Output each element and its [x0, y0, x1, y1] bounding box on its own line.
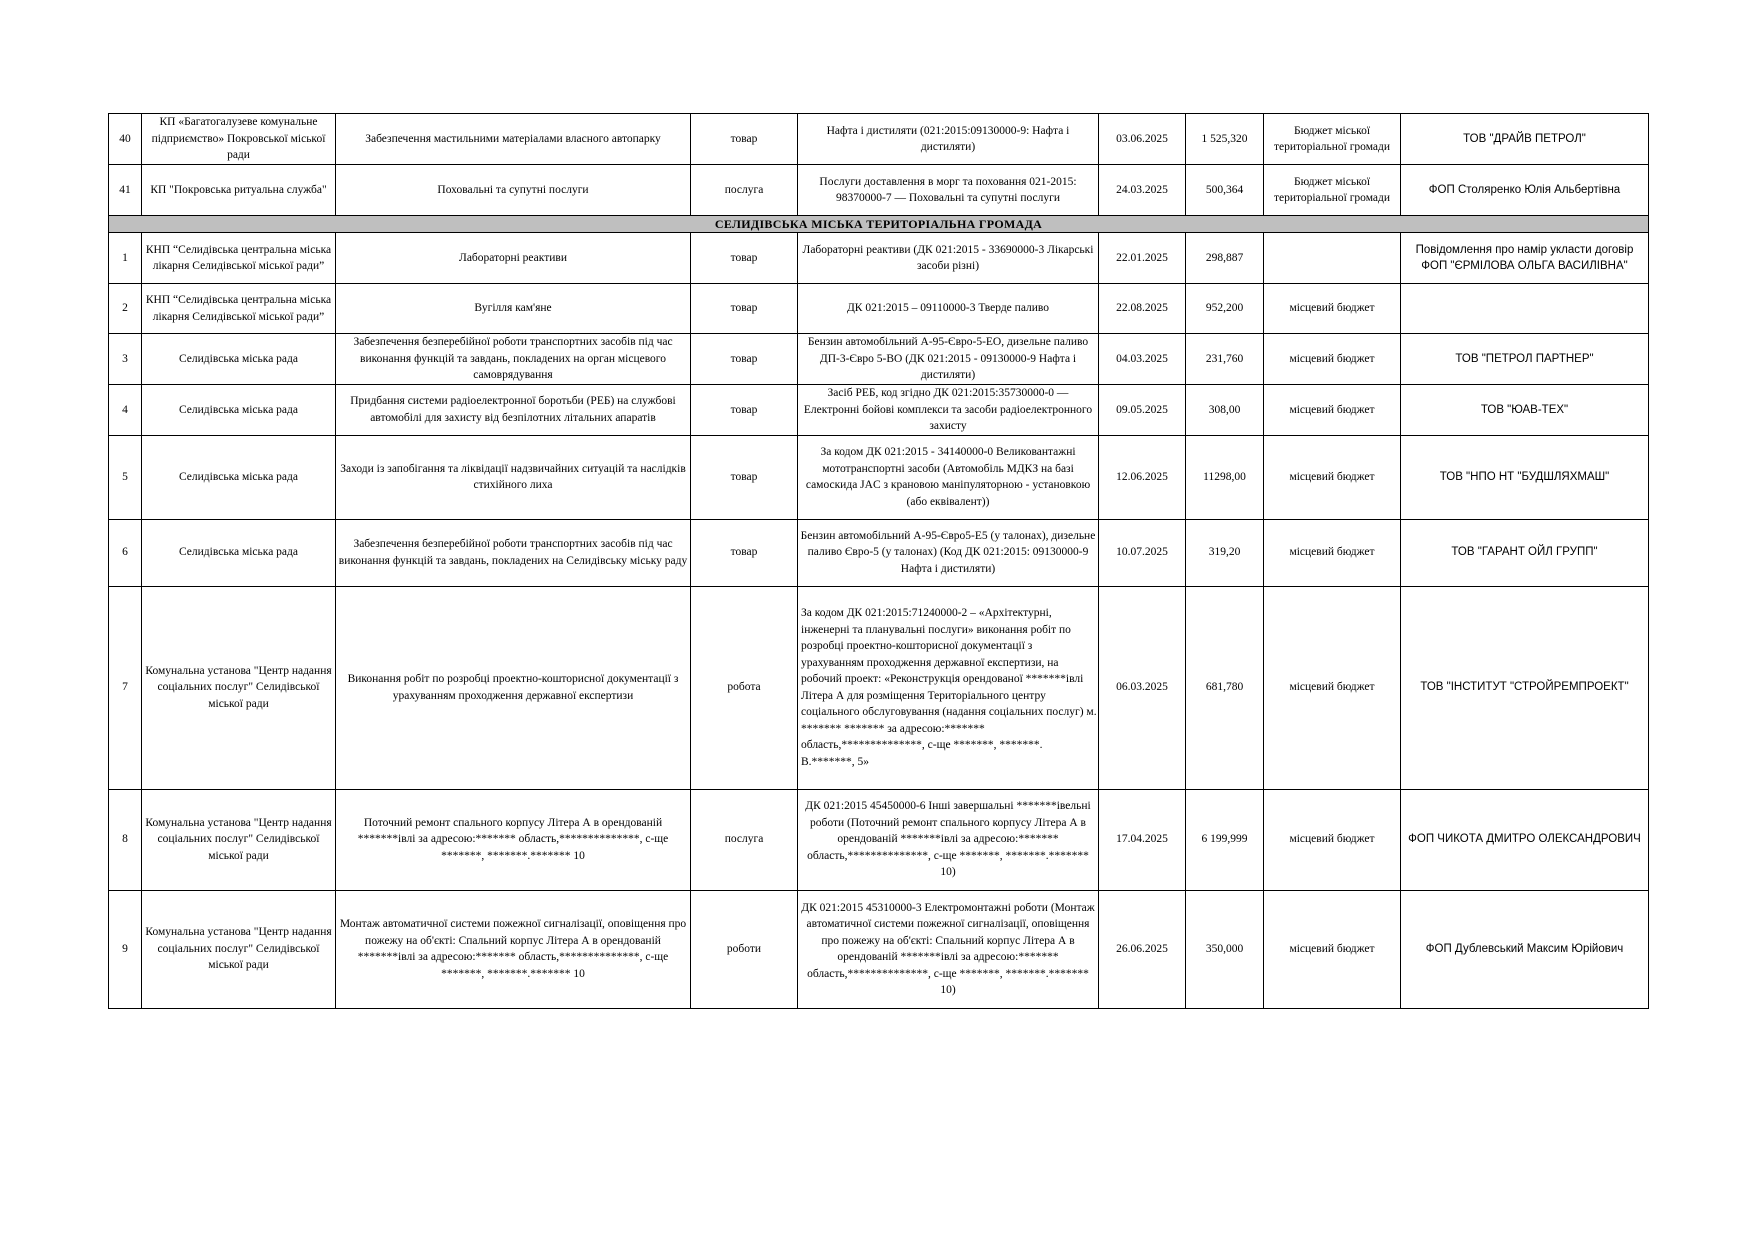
cell-subject: Поточний ремонт спального корпусу Літера А в орендованій *******івлі за адресою:******* область,**************, с-ще *******, *******.******* 10: [336, 789, 691, 890]
cell-type: послуга: [691, 789, 798, 890]
cell-type: послуга: [691, 165, 798, 216]
cell-supplier: ФОП ЧИКОТА ДМИТРО ОЛЕКСАНДРОВИЧ: [1401, 789, 1649, 890]
cell-code: За кодом ДК 021:2015 - 34140000-0 Великовантажні мототранспортні засоби (Автомобіль МДКЗ на базі самоскида JAC з крановою маніпуляторною - установкою (або еквівалент)): [798, 435, 1099, 519]
cell-customer: Комунальна установа "Центр надання соціальних послуг" Селидівської міської ради: [142, 789, 336, 890]
cell-amount: 11298,00: [1186, 435, 1264, 519]
cell-customer: Селидівська міська рада: [142, 519, 336, 586]
cell-date: 24.03.2025: [1099, 165, 1186, 216]
cell-date: 22.08.2025: [1099, 284, 1186, 334]
cell-amount: 231,760: [1186, 334, 1264, 385]
cell-num: 9: [109, 890, 142, 1008]
cell-code: ДК 021:2015 45310000-3 Електромонтажні роботи (Монтаж автоматичної системи пожежної сигналізації, оповіщення про пожежу на об'єкті: Спальний корпус Літера А в орендованій *******івлі за адресою:******* область,**************, с-ще *******, *******.******* 10): [798, 890, 1099, 1008]
cell-date: 03.06.2025: [1099, 114, 1186, 165]
cell-date: 22.01.2025: [1099, 233, 1186, 284]
cell-date: 12.06.2025: [1099, 435, 1186, 519]
cell-supplier: ТОВ "ДРАЙВ ПЕТРОЛ": [1401, 114, 1649, 165]
cell-amount: 6 199,999: [1186, 789, 1264, 890]
cell-amount: 1 525,320: [1186, 114, 1264, 165]
cell-amount: 319,20: [1186, 519, 1264, 586]
cell-amount: 350,000: [1186, 890, 1264, 1008]
cell-subject: Забезпечення безперебійної роботи транспортних засобів під час виконання функцій та завдань, покладених на Селидівську міську раду: [336, 519, 691, 586]
cell-code: ДК 021:2015 45450000-6 Інші завершальні *******івельні роботи (Поточний ремонт спального корпусу Літера А в орендованій *******івлі за адресою:******* область,**************, с-ще *******, *******.******* 10): [798, 789, 1099, 890]
cell-customer: Комунальна установа "Центр надання соціальних послуг" Селидівської міської ради: [142, 890, 336, 1008]
cell-subject: Забезпечення безперебійної роботи транспортних засобів під час виконання функцій та завдань, покладених на орган місцевого самоврядування: [336, 334, 691, 385]
cell-num: 1: [109, 233, 142, 284]
cell-type: товар: [691, 435, 798, 519]
table-row: [109, 165, 1649, 216]
cell-date: 26.06.2025: [1099, 890, 1186, 1008]
cell-subject: Виконання робіт по розробці проектно-кошторисної документації з урахуванням проходження державної експертизи: [336, 586, 691, 789]
cell-num: 6: [109, 519, 142, 586]
cell-customer: Селидівська міська рада: [142, 385, 336, 436]
cell-budget: місцевий бюджет: [1264, 284, 1401, 334]
table-row: [109, 284, 1649, 334]
cell-budget: місцевий бюджет: [1264, 385, 1401, 436]
cell-type: товар: [691, 385, 798, 436]
cell-num: 2: [109, 284, 142, 334]
section-title: СЕЛИДІВСЬКА МІСЬКА ТЕРИТОРІАЛЬНА ГРОМАДА: [109, 216, 1649, 233]
cell-code: Лабораторні реактиви (ДК 021:2015 - 33690000-3 Лікарські засоби різні): [798, 233, 1099, 284]
table-row: [109, 519, 1649, 586]
cell-customer: Селидівська міська рада: [142, 435, 336, 519]
cell-type: товар: [691, 519, 798, 586]
cell-subject: Лабораторні реактиви: [336, 233, 691, 284]
cell-code: Бензин автомобільний А-95-Євро5-Е5 (у талонах), дизельне паливо Євро-5 (у талонах) (Код ДК 021:2015: 09130000-9 Нафта і дистиляти): [798, 519, 1099, 586]
cell-num: 7: [109, 586, 142, 789]
cell-code: Нафта і дистиляти (021:2015:09130000-9: Нафта і дистиляти): [798, 114, 1099, 165]
cell-subject: Забезпечення мастильними матеріалами власного автопарку: [336, 114, 691, 165]
cell-type: робота: [691, 586, 798, 789]
cell-type: товар: [691, 233, 798, 284]
table-row: [109, 789, 1649, 890]
cell-supplier: Повідомлення про намір укласти договір ФОП "ЄРМІЛОВА ОЛЬГА ВАСИЛІВНА": [1401, 233, 1649, 284]
cell-customer: Комунальна установа "Центр надання соціальних послуг" Селидівської міської ради: [142, 586, 336, 789]
cell-supplier: ТОВ "НПО НТ "БУДШЛЯХМАШ": [1401, 435, 1649, 519]
table-row: [109, 233, 1649, 284]
cell-customer: Селидівська міська рада: [142, 334, 336, 385]
procurement-table: [108, 113, 1649, 1009]
cell-num: 3: [109, 334, 142, 385]
cell-date: 04.03.2025: [1099, 334, 1186, 385]
cell-supplier: [1401, 284, 1649, 334]
cell-supplier: ТОВ "ЮАВ-ТЕХ": [1401, 385, 1649, 436]
cell-subject: Поховальні та супутні послуги: [336, 165, 691, 216]
cell-budget: місцевий бюджет: [1264, 519, 1401, 586]
cell-budget: місцевий бюджет: [1264, 334, 1401, 385]
table-row: [109, 114, 1649, 165]
cell-customer: КНП “Селидівська центральна міська лікарня Селидівської міської ради”: [142, 233, 336, 284]
cell-budget: місцевий бюджет: [1264, 435, 1401, 519]
cell-type: товар: [691, 334, 798, 385]
cell-type: товар: [691, 284, 798, 334]
table-row: [109, 385, 1649, 436]
cell-num: 4: [109, 385, 142, 436]
cell-num: 8: [109, 789, 142, 890]
cell-date: 17.04.2025: [1099, 789, 1186, 890]
cell-budget: Бюджет міської територіальної громади: [1264, 114, 1401, 165]
cell-budget: місцевий бюджет: [1264, 890, 1401, 1008]
cell-code: Бензин автомобільний А-95-Євро-5-ЕО, дизельне паливо ДП-3-Євро 5-ВО (ДК 021:2015 - 09130000-9 Нафта і дистиляти): [798, 334, 1099, 385]
cell-supplier: ФОП Дублевський Максим Юрійович: [1401, 890, 1649, 1008]
cell-customer: КНП “Селидівська центральна міська лікарня Селидівської міської ради”: [142, 284, 336, 334]
cell-budget: місцевий бюджет: [1264, 586, 1401, 789]
cell-date: 10.07.2025: [1099, 519, 1186, 586]
cell-subject: Заходи із запобігання та ліквідації надзвичайних ситуацій та наслідків стихійного лиха: [336, 435, 691, 519]
cell-amount: 952,200: [1186, 284, 1264, 334]
cell-num: 40: [109, 114, 142, 165]
cell-amount: 681,780: [1186, 586, 1264, 789]
table-row: [109, 334, 1649, 385]
cell-subject: Придбання системи радіоелектронної боротьби (РЕБ) на службові автомобілі для захисту від безпілотних літальних апаратів: [336, 385, 691, 436]
cell-num: 5: [109, 435, 142, 519]
cell-supplier: ТОВ "ГАРАНТ ОЙЛ ГРУПП": [1401, 519, 1649, 586]
table-row: [109, 890, 1649, 1008]
table-row: [109, 435, 1649, 519]
cell-code: Послуги доставлення в морг та поховання 021-2015: 98370000-7 — Поховальні та супутні послуги: [798, 165, 1099, 216]
cell-customer: КП "Покровська ритуальна служба": [142, 165, 336, 216]
cell-code: ДК 021:2015 – 09110000-3 Тверде паливо: [798, 284, 1099, 334]
cell-supplier: ТОВ "ІНСТИТУТ "СТРОЙРЕМПРОЕКТ": [1401, 586, 1649, 789]
cell-subject: Монтаж автоматичної системи пожежної сигналізації, оповіщення про пожежу на об'єкті: Спальний корпус Літера А в орендованій *******івлі за адресою:******* область,**************, с-ще *******, *******.******* 10: [336, 890, 691, 1008]
cell-date: 09.05.2025: [1099, 385, 1186, 436]
cell-amount: 298,887: [1186, 233, 1264, 284]
cell-num: 41: [109, 165, 142, 216]
cell-code: За кодом ДК 021:2015:71240000-2 – «Архітектурні, інженерні та планувальні послуги» виконання робіт по розробці проектно-кошторисної документації з урахуванням проходження державної експертизи, на робочий проект: «Реконструкція орендованої *******івлі Літера А для розміщення Територіального центру соціального обслуговування (надання соціальних послуг) м. ******* ******* за адресою:******* область,**************, с-ще *******, *******. В.*******, 5»: [798, 586, 1099, 789]
section-header-row: [109, 216, 1649, 233]
cell-supplier: ФОП Столяренко Юлія Альбертівна: [1401, 165, 1649, 216]
cell-supplier: ТОВ "ПЕТРОЛ ПАРТНЕР": [1401, 334, 1649, 385]
table-row: [109, 586, 1649, 789]
cell-customer: КП «Багатогалузеве комунальне підприємство» Покровської міської ради: [142, 114, 336, 165]
cell-amount: 308,00: [1186, 385, 1264, 436]
cell-budget: місцевий бюджет: [1264, 789, 1401, 890]
cell-budget: Бюджет міської територіальної громади: [1264, 165, 1401, 216]
cell-date: 06.03.2025: [1099, 586, 1186, 789]
cell-subject: Вугілля кам'яне: [336, 284, 691, 334]
cell-type: товар: [691, 114, 798, 165]
cell-budget: [1264, 233, 1401, 284]
cell-amount: 500,364: [1186, 165, 1264, 216]
cell-type: роботи: [691, 890, 798, 1008]
cell-code: Засіб РЕБ, код згідно ДК 021:2015:35730000-0 — Електронні бойові комплекси та засоби радіоелектронного захисту: [798, 385, 1099, 436]
